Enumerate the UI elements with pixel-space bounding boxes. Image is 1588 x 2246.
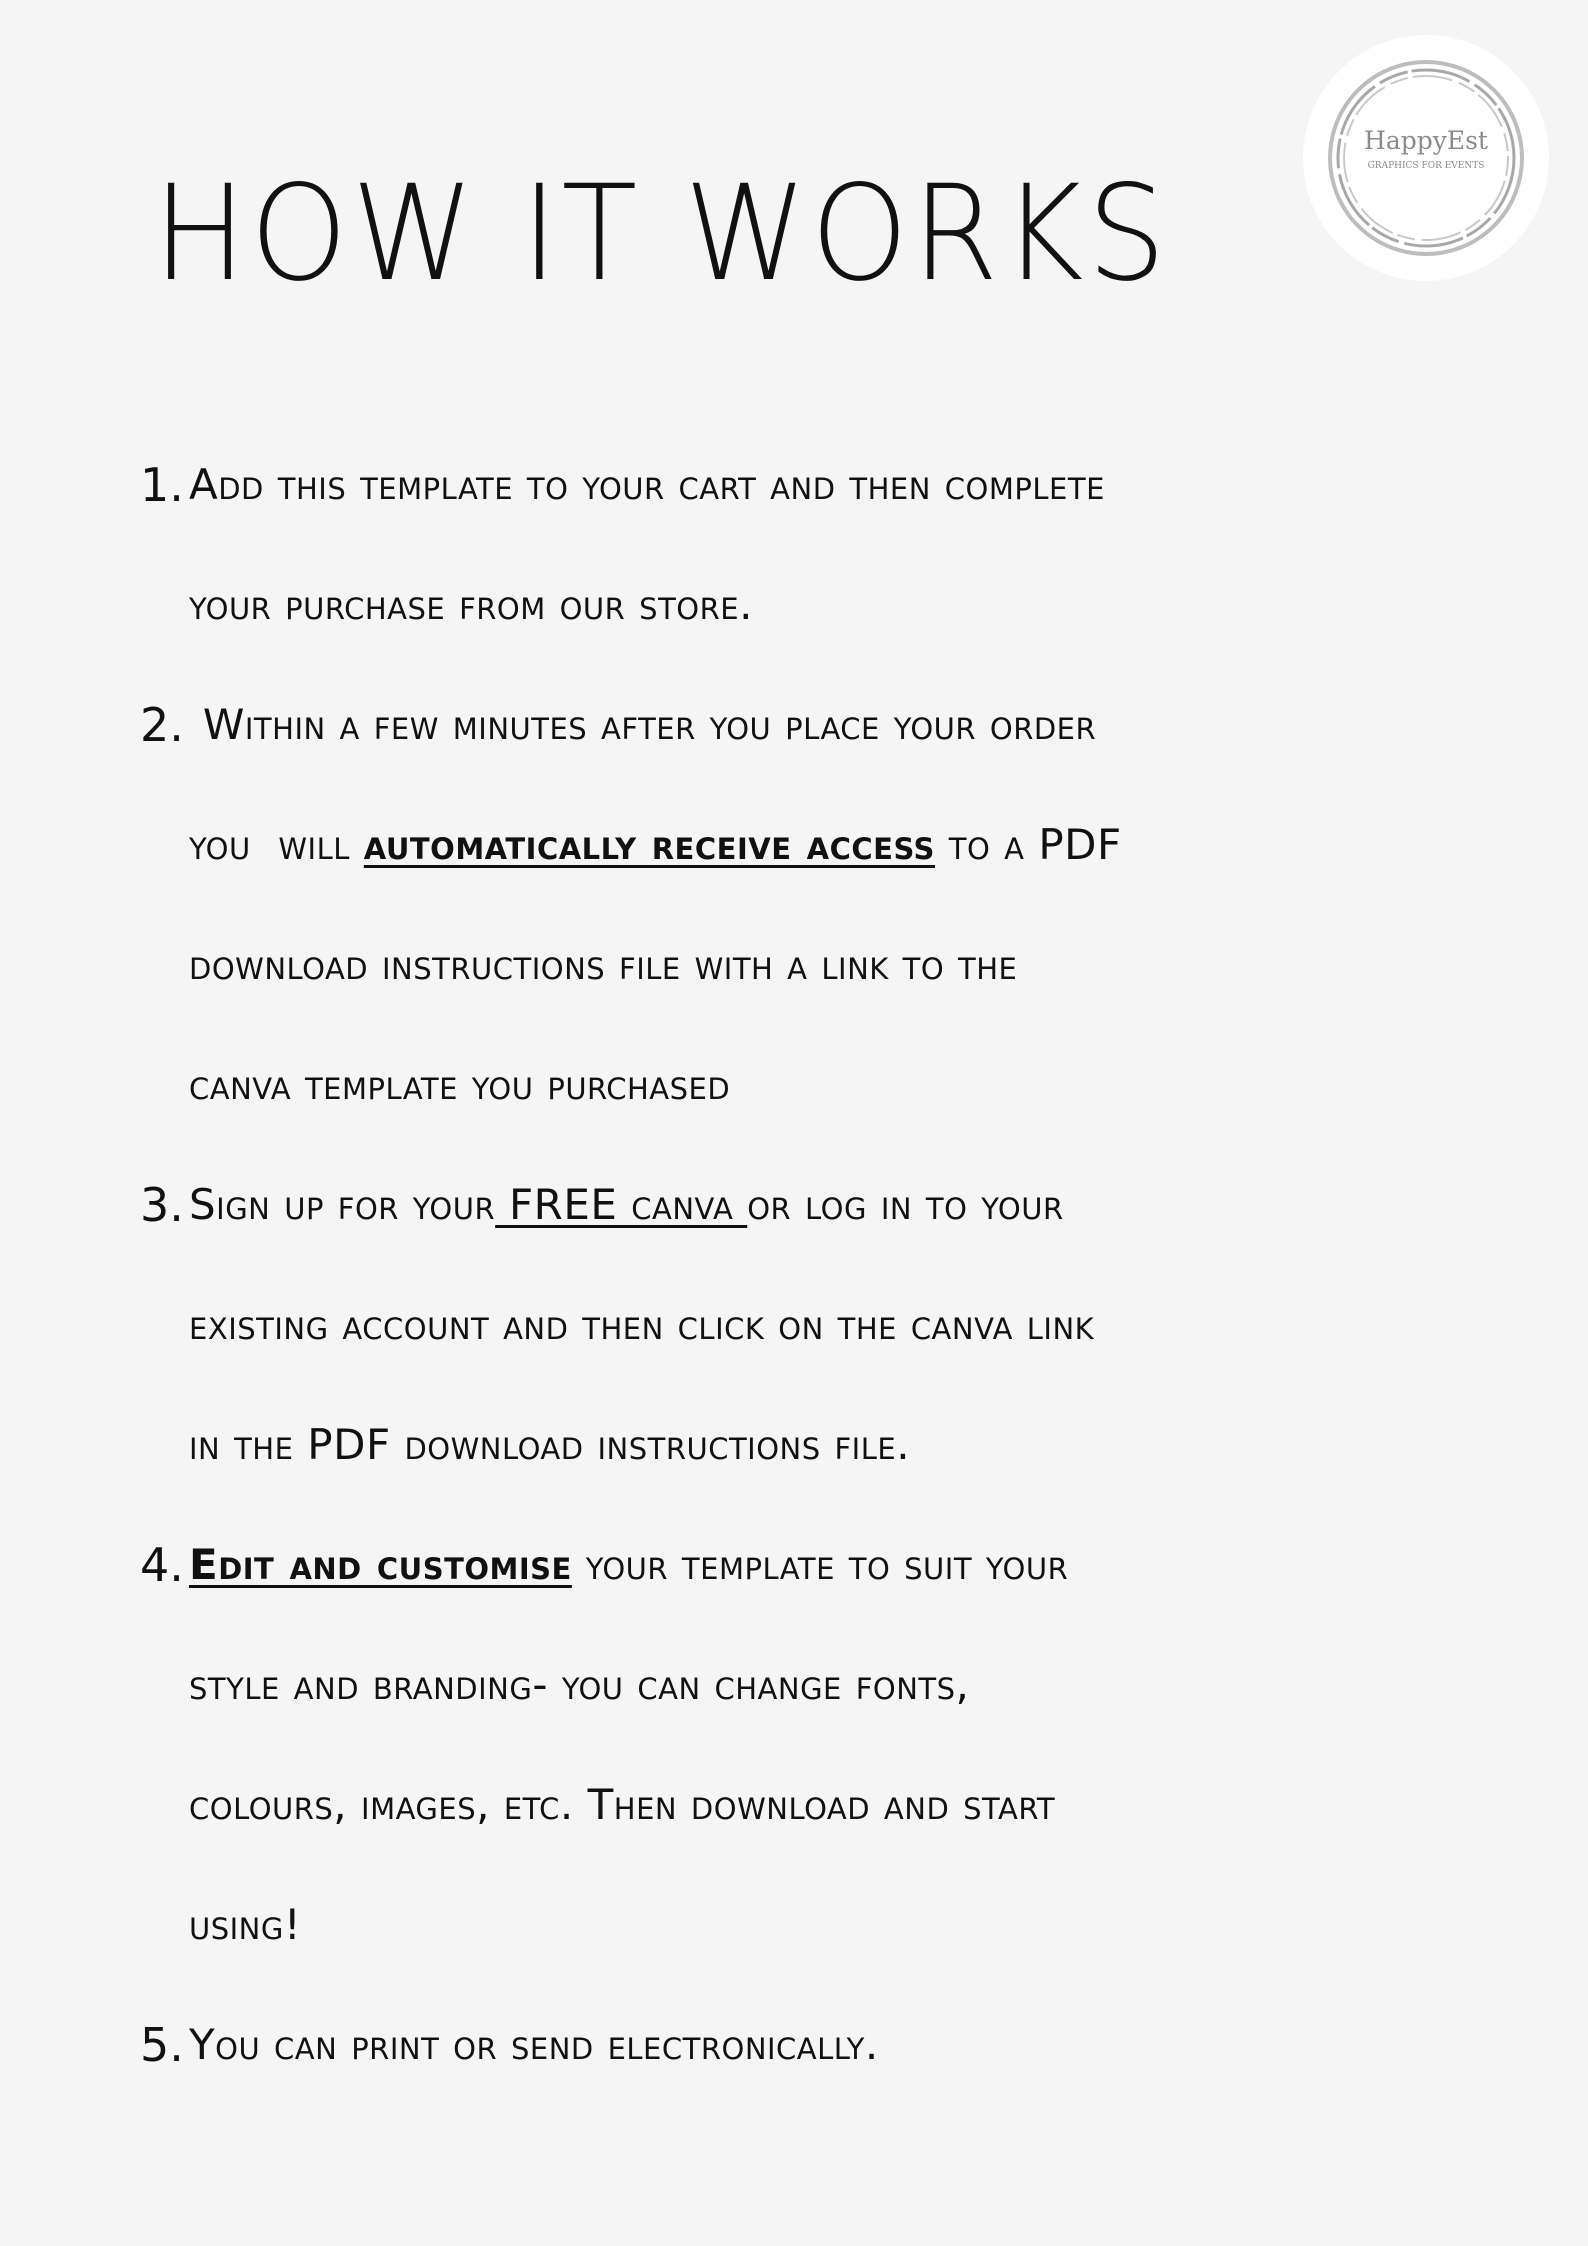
step-line: download instructions file with a link to the	[189, 940, 1018, 989]
step-number: 2.	[140, 698, 184, 752]
step-line: in the PDF download instructions file.	[189, 1420, 911, 1469]
step-line: your purchase from our store.	[189, 580, 753, 629]
step-line: existing account and then click on the canva link	[189, 1300, 1095, 1349]
step-5	[140, 1985, 1500, 2105]
step-4	[140, 1505, 1500, 1985]
logo-tagline-text: GRAPHICS FOR EVENTS	[1367, 161, 1485, 171]
step-text: your template to suit your	[571, 1540, 1069, 1589]
step-line	[189, 1145, 1500, 1265]
step-line	[189, 785, 1500, 905]
step-1	[140, 425, 1500, 665]
step-2	[140, 665, 1500, 1145]
step-line: Add this template to your cart and then complete	[189, 460, 1105, 509]
free-canva-link[interactable]: FREE canva	[495, 1180, 748, 1229]
step-line: You can print or send electronically.	[189, 2020, 879, 2069]
step-line: Within a few minutes after you place your order	[189, 700, 1097, 749]
brand-logo	[1303, 35, 1549, 281]
step-text: to a PDF	[934, 820, 1122, 869]
step-line: canva template you purchased	[189, 1060, 731, 1109]
step-text: or log in to your	[747, 1180, 1064, 1229]
step-text: you will	[189, 820, 364, 869]
step-line: colours, images, etc. Then download and start	[189, 1780, 1056, 1829]
steps-list	[140, 425, 1500, 2105]
step-text: Sign up for your	[189, 1180, 496, 1229]
step-line: style and branding- you can change fonts,	[189, 1660, 970, 1709]
step-number: 3.	[140, 1178, 184, 1232]
step-number: 1.	[140, 458, 184, 512]
step-line	[189, 1505, 1500, 1625]
step-number: 4.	[140, 1538, 184, 1592]
emphasis-text: automatically receive access	[363, 820, 935, 869]
step-3	[140, 1145, 1500, 1505]
step-line: using!	[189, 1900, 302, 1949]
step-number: 5.	[140, 2018, 184, 2072]
emphasis-text: Edit and customise	[189, 1540, 572, 1589]
logo-brand-text: HappyEst	[1364, 126, 1488, 155]
page-title: HOW IT WORKS	[153, 157, 1170, 311]
logo-seal	[1303, 35, 1549, 281]
